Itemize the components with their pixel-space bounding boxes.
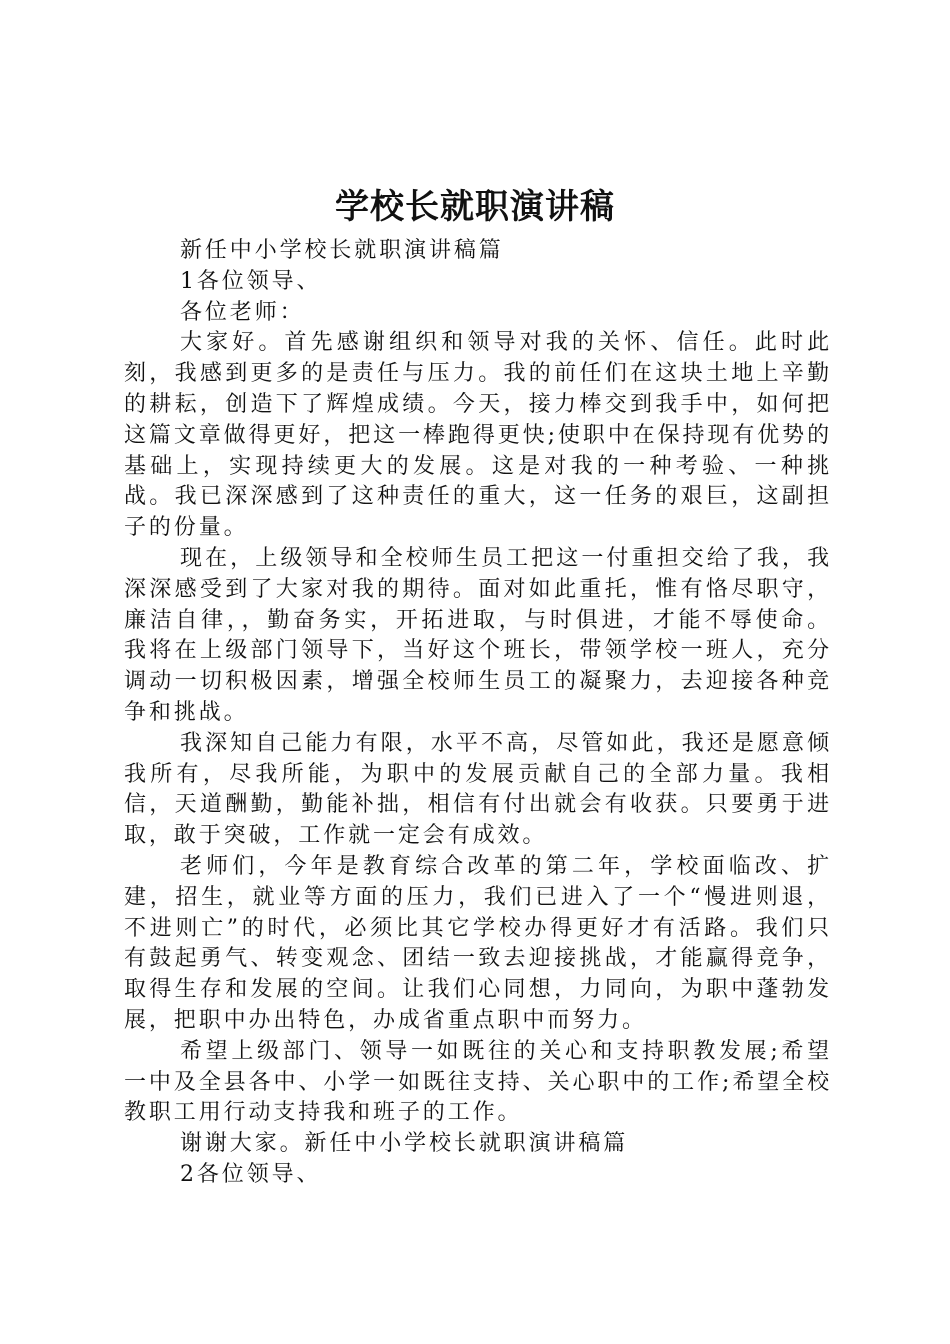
- paragraph: 谢谢大家。新任中小学校长就职演讲稿篇: [180, 1131, 629, 1157]
- paragraph: 2各位领导、: [180, 1161, 322, 1187]
- document-title: 学校长就职演讲稿: [335, 187, 615, 227]
- document-body: [124, 236, 832, 1191]
- paragraph: 1各位领导、: [180, 268, 322, 294]
- paragraph: 大家好。首先感谢组织和领导对我的关怀、信任。此时此刻，我感到更多的是责任与压力。我的前任们在这块土地上辛勤的耕耘，创造下了辉煌成绩。今天，接力棒交到我手中，如何把这篇文章做得更好，把这一棒跑得更快;使职中在保持现有优势的基础上，实现持续更大的发展。这是对我的一种考验、一种挑战。我已深深感到了这种责任的重大，这一任务的艰巨，这副担子的份量。: [124, 330, 832, 541]
- paragraph: 新任中小学校长就职演讲稿篇: [180, 238, 504, 263]
- paragraph: 希望上级部门、领导一如既往的关心和支持职教发展;希望一中及全县各中、小学一如既往支持、关心职中的工作;希望全校教职工用行动支持我和班子的工作。: [124, 1038, 832, 1126]
- paragraph: 各位老师：: [180, 299, 305, 325]
- paragraph: 现在，上级领导和全校师生员工把这一付重担交给了我，我深深感受到了大家对我的期待。面对如此重托，惟有恪尽职守，廉洁自律，，勤奋务实，开拓进取，与时俱进，才能不辱使命。我将在上级部门领导下，当好这个班长，带领学校一班人，充分调动一切积极因素，增强全校师生员工的凝聚力，去迎接各种竞争和挑战。: [124, 545, 832, 725]
- paragraph: 老师们，今年是教育综合改革的第二年，学校面临改、扩建，招生，就业等方面的压力，我们已进入了一个“慢进则退，不进则亡”的时代，必须比其它学校办得更好才有活路。我们只有鼓起勇气、转变观念、团结一致去迎接挑战，才能赢得竞争，取得生存和发展的空间。让我们心同想，力同向，为职中蓬勃发展，把职中办出特色，办成省重点职中而努力。: [124, 853, 832, 1033]
- paragraph: 我深知自己能力有限，水平不高，尽管如此，我还是愿意倾我所有，尽我所能，为职中的发展贡献自己的全部力量。我相信，天道酬勤，勤能补拙，相信有付出就会有收获。只要勇于进取，敢于突破，工作就一定会有成效。: [124, 730, 832, 849]
